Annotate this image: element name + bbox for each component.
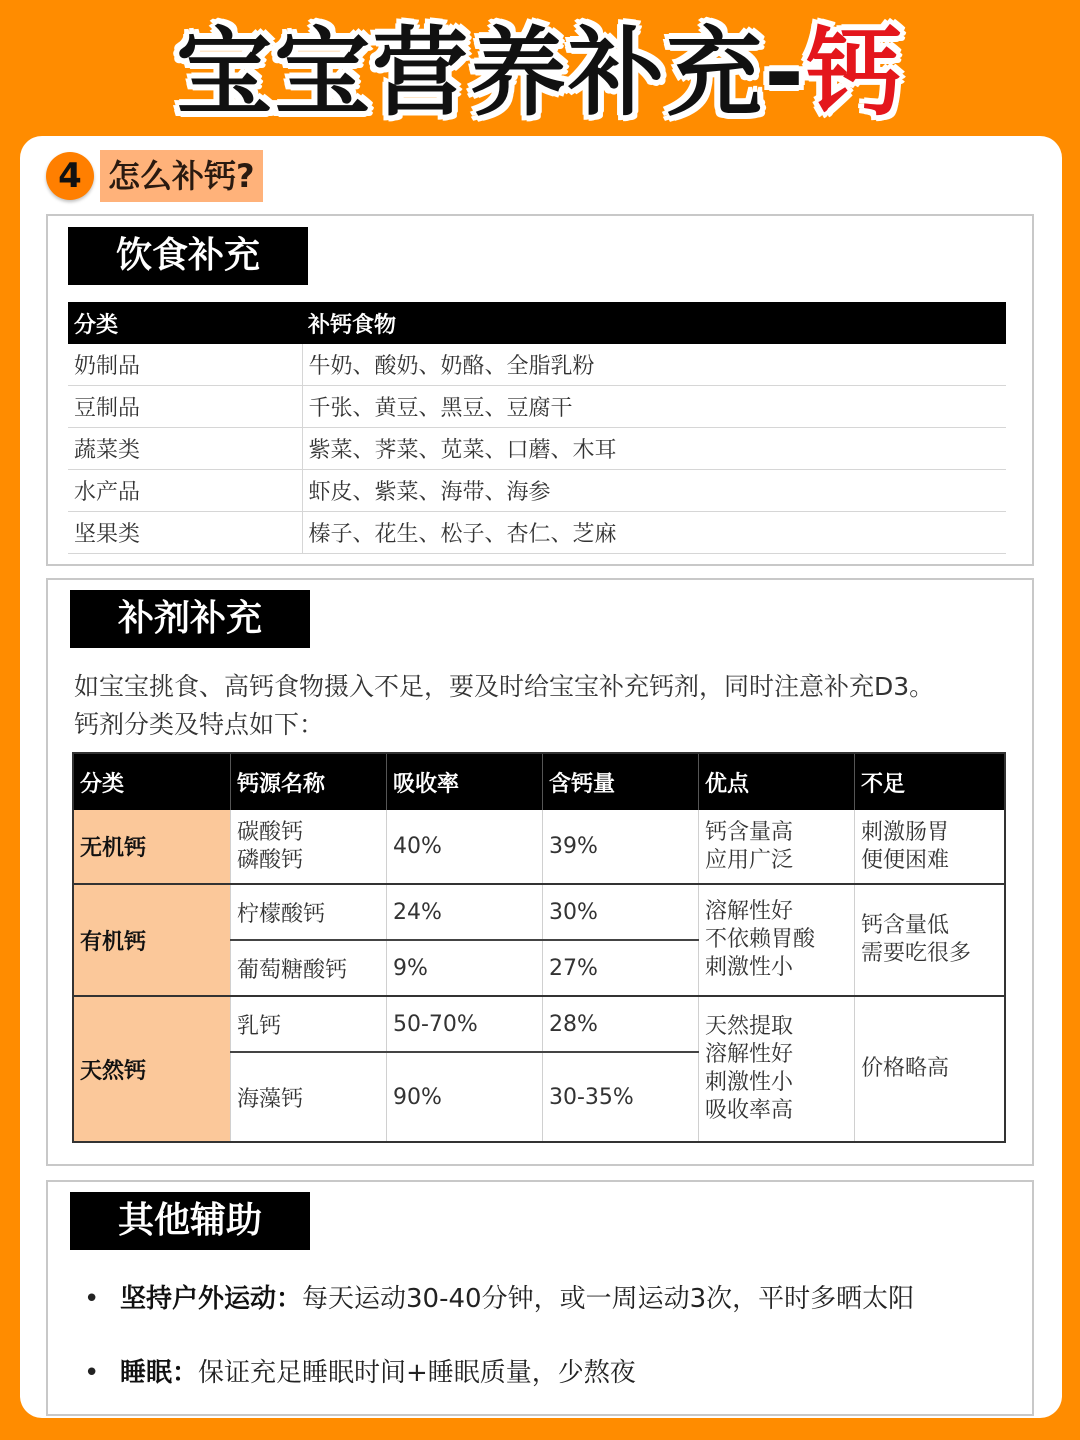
diet-foods: 牛奶、酸奶、奶酪、全脂乳粉 <box>302 344 1006 386</box>
diet-category: 蔬菜类 <box>68 428 302 470</box>
supp-cons: 价格略高 <box>855 996 1006 1142</box>
supp-calcium: 27% <box>543 940 699 996</box>
supp-pros: 溶解性好 不依赖胃酸 刺激性小 <box>699 884 855 996</box>
step-number-badge: 4 <box>46 152 94 200</box>
supp-absorption: 24% <box>387 884 543 940</box>
supp-header-source: 钙源名称 <box>231 753 387 810</box>
supp-calcium: 30% <box>543 884 699 940</box>
bullet-dot-icon: • <box>84 1358 100 1388</box>
list-item <box>84 1352 636 1389</box>
supp-absorption: 50-70% <box>387 996 543 1052</box>
supp-source: 碳酸钙 磷酸钙 <box>231 810 387 884</box>
table-row <box>73 884 1005 940</box>
supp-calcium: 30-35% <box>543 1052 699 1142</box>
supp-source: 海藻钙 <box>231 1052 387 1142</box>
bullet-label: 睡眠： <box>120 1358 199 1388</box>
supp-absorption: 40% <box>387 810 543 884</box>
supplement-table-header <box>73 753 1005 810</box>
supp-category: 无机钙 <box>73 810 231 884</box>
diet-header-foods: 补钙食物 <box>302 302 1006 344</box>
supp-category: 天然钙 <box>73 996 231 1142</box>
bullet-text: 保证充足睡眠时间+睡眠质量，少熬夜 <box>198 1358 636 1388</box>
supplement-intro-line2: 钙剂分类及特点如下： <box>74 710 325 739</box>
title-accent: 钙 <box>805 17 904 129</box>
diet-heading: 饮食补充 <box>68 227 308 285</box>
supp-cons: 钙含量低 需要吃很多 <box>855 884 1006 996</box>
supp-header-category: 分类 <box>73 753 231 810</box>
supp-pros: 天然提取 溶解性好 刺激性小 吸收率高 <box>699 996 855 1142</box>
bullet-text: 每天运动30-40分钟，或一周运动3次，平时多晒太阳 <box>302 1284 915 1314</box>
table-row <box>68 386 1006 428</box>
supp-absorption: 9% <box>387 940 543 996</box>
supp-header-absorption: 吸收率 <box>387 753 543 810</box>
supp-cons: 刺激肠胃 便便困难 <box>855 810 1006 884</box>
table-row <box>73 996 1005 1052</box>
supp-calcium: 39% <box>543 810 699 884</box>
supp-calcium: 28% <box>543 996 699 1052</box>
diet-category: 奶制品 <box>68 344 302 386</box>
diet-foods: 紫菜、荠菜、苋菜、口蘑、木耳 <box>302 428 1006 470</box>
step-title: 怎么补钙? <box>100 150 263 202</box>
supp-source: 乳钙 <box>231 996 387 1052</box>
page-title <box>0 14 1080 132</box>
diet-foods: 虾皮、紫菜、海带、海参 <box>302 470 1006 512</box>
diet-category: 水产品 <box>68 470 302 512</box>
supp-source: 葡萄糖酸钙 <box>231 940 387 996</box>
diet-category: 坚果类 <box>68 512 302 554</box>
supp-pros: 钙含量高 应用广泛 <box>699 810 855 884</box>
supp-category: 有机钙 <box>73 884 231 996</box>
diet-header-category: 分类 <box>68 302 302 344</box>
table-row <box>73 810 1005 884</box>
supplement-table <box>72 752 1006 1143</box>
supplement-heading: 补剂补充 <box>70 590 310 648</box>
diet-table <box>68 302 1006 554</box>
diet-table-header <box>68 302 1006 344</box>
diet-foods: 千张、黄豆、黑豆、豆腐干 <box>302 386 1006 428</box>
supplement-intro-line1: 如宝宝挑食、高钙食物摄入不足，要及时给宝宝补充钙剂，同时注意补充D3。 <box>74 672 935 701</box>
diet-foods: 榛子、花生、松子、杏仁、芝麻 <box>302 512 1006 554</box>
list-item <box>84 1278 914 1315</box>
bullet-dot-icon: • <box>84 1284 100 1314</box>
other-heading: 其他辅助 <box>70 1192 310 1250</box>
bullet-label: 坚持户外运动： <box>120 1284 303 1314</box>
supp-header-cons: 不足 <box>855 753 1006 810</box>
supp-header-pros: 优点 <box>699 753 855 810</box>
table-row <box>68 428 1006 470</box>
table-row <box>68 344 1006 386</box>
table-row <box>68 512 1006 554</box>
title-main: 宝宝营养补充- <box>176 17 806 129</box>
supp-absorption: 90% <box>387 1052 543 1142</box>
diet-category: 豆制品 <box>68 386 302 428</box>
supplement-intro <box>74 668 1024 744</box>
supp-header-calcium: 含钙量 <box>543 753 699 810</box>
table-row <box>68 470 1006 512</box>
supp-source: 柠檬酸钙 <box>231 884 387 940</box>
